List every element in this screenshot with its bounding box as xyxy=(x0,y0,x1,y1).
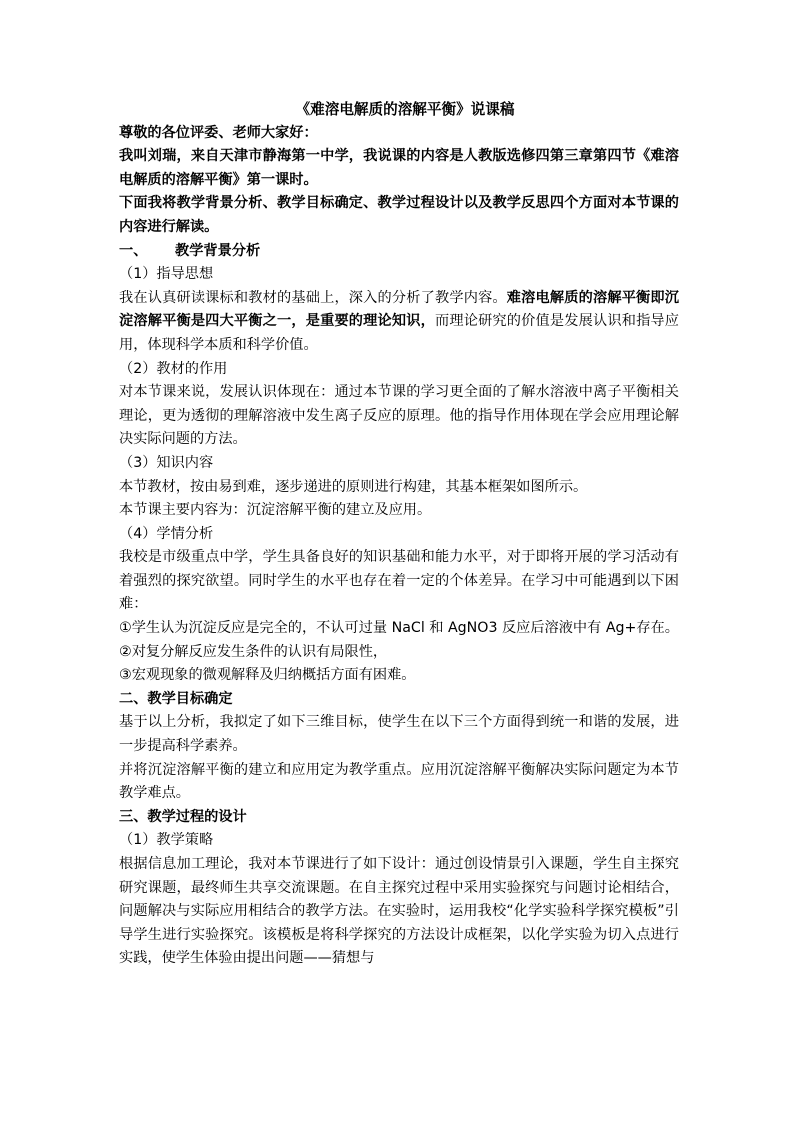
section-1-sub4-title: （4）学情分析 xyxy=(119,525,214,542)
section-2-paragraph-1: 基于以上分析，我拟定了如下三维目标，使学生在以下三个方面得到统一和谐的发展，进一步提高科学素养。 xyxy=(119,714,679,755)
section-1-sub3-paragraph-2: 本节课主要内容为：沉淀溶解平衡的建立及应用。 xyxy=(119,502,432,519)
section-2-paragraph-2: 并将沉淀溶解平衡的建立和应用定为教学重点。应用沉淀溶解平衡解决实际问题定为本节教学难点。 xyxy=(119,761,679,802)
section-1-heading xyxy=(119,240,679,264)
sub1-text-b: 而理论研究的价值是发展认识和指导应用，体现科学本质和科学价值。 xyxy=(119,313,679,353)
section-1-sub1-paragraph xyxy=(119,287,679,358)
document-title: 《难溶电解质的溶解平衡》说课稿 xyxy=(295,101,515,118)
difficulty-item-1: ①学生认为沉淀反应是完全的，不认可过量 NaCl 和 AgNO3 反应后溶液中有 Ag+存在。 xyxy=(119,620,679,637)
sub1-text-bold: 难溶电解质的溶解平衡即沉淀溶解平衡是四大平衡之一，是重要的理论知识， xyxy=(119,289,679,330)
overview-paragraph: 下面我将教学背景分析、教学目标确定、教学过程设计以及教学反思四个方面对本节课的内容进行解读。 xyxy=(119,195,679,235)
section-1-number: 一、 xyxy=(119,242,148,259)
greeting: 尊敬的各位评委、老师大家好： xyxy=(119,124,318,141)
section-1-sub2-title: （2）教材的作用 xyxy=(119,360,228,377)
section-1-sub4-paragraph: 我校是市级重点中学，学生具备良好的知识基础和能力水平，对于即将开展的学习活动有着强烈的探究欲望。同时学生的水平也存在着一定的个体差异。在学习中可能遇到以下困难： xyxy=(119,549,679,613)
section-1-sub3-paragraph-1: 本节教材，按由易到难，逐步递进的原则进行构建，其基本框架如图所示。 xyxy=(119,478,588,495)
section-3-sub1-paragraph: 根据信息加工理论，我对本节课进行了如下设计：通过创设情景引入课题，学生自主探究研究课题，最终师生共享交流课题。在自主探究过程中采用实验探究与问题讨论相结合，问题解决与实际应用相结合的教学方法。在实验时，运用我校“化学实验科学探究模板”引导学生进行实验探究。该模板是将科学探究的方法设计成框架，以化学实验为切入点进行实践，使学生体验由提出问题——猜想与 xyxy=(119,856,679,967)
section-1-title: 教学背景分析 xyxy=(175,242,261,259)
section-1-sub3-title: （3）知识内容 xyxy=(119,454,214,471)
difficulty-item-2: ②对复分解反应发生条件的认识有局限性， xyxy=(119,643,388,660)
section-3-sub1-title: （1）教学策略 xyxy=(119,832,214,849)
section-3-title: 三、教学过程的设计 xyxy=(119,808,247,825)
difficulty-item-3: ③宏观现象的微观解释及归纳概括方面有困难。 xyxy=(119,667,416,684)
intro-paragraph: 我叫刘瑞，来自天津市静海第一中学，我说课的内容是人教版选修四第三章第四节《难溶电解质的溶解平衡》第一课时。 xyxy=(119,148,679,188)
section-2-title: 二、教学目标确定 xyxy=(119,690,233,707)
section-1-sub1-title: （1）指导思想 xyxy=(119,266,214,283)
document-body xyxy=(119,98,679,971)
sub1-text-a: 我在认真研读课标和教材的基础上，深入的分析了教学内容。 xyxy=(119,289,507,306)
section-1-sub2-paragraph: 对本节课来说，发展认识体现在：通过本节课的学习更全面的了解水溶液中离子平衡相关理论，更为透彻的理解溶液中发生离子反应的原理。他的指导作用体现在学会应用理论解决实际问题的方法。 xyxy=(119,384,679,448)
